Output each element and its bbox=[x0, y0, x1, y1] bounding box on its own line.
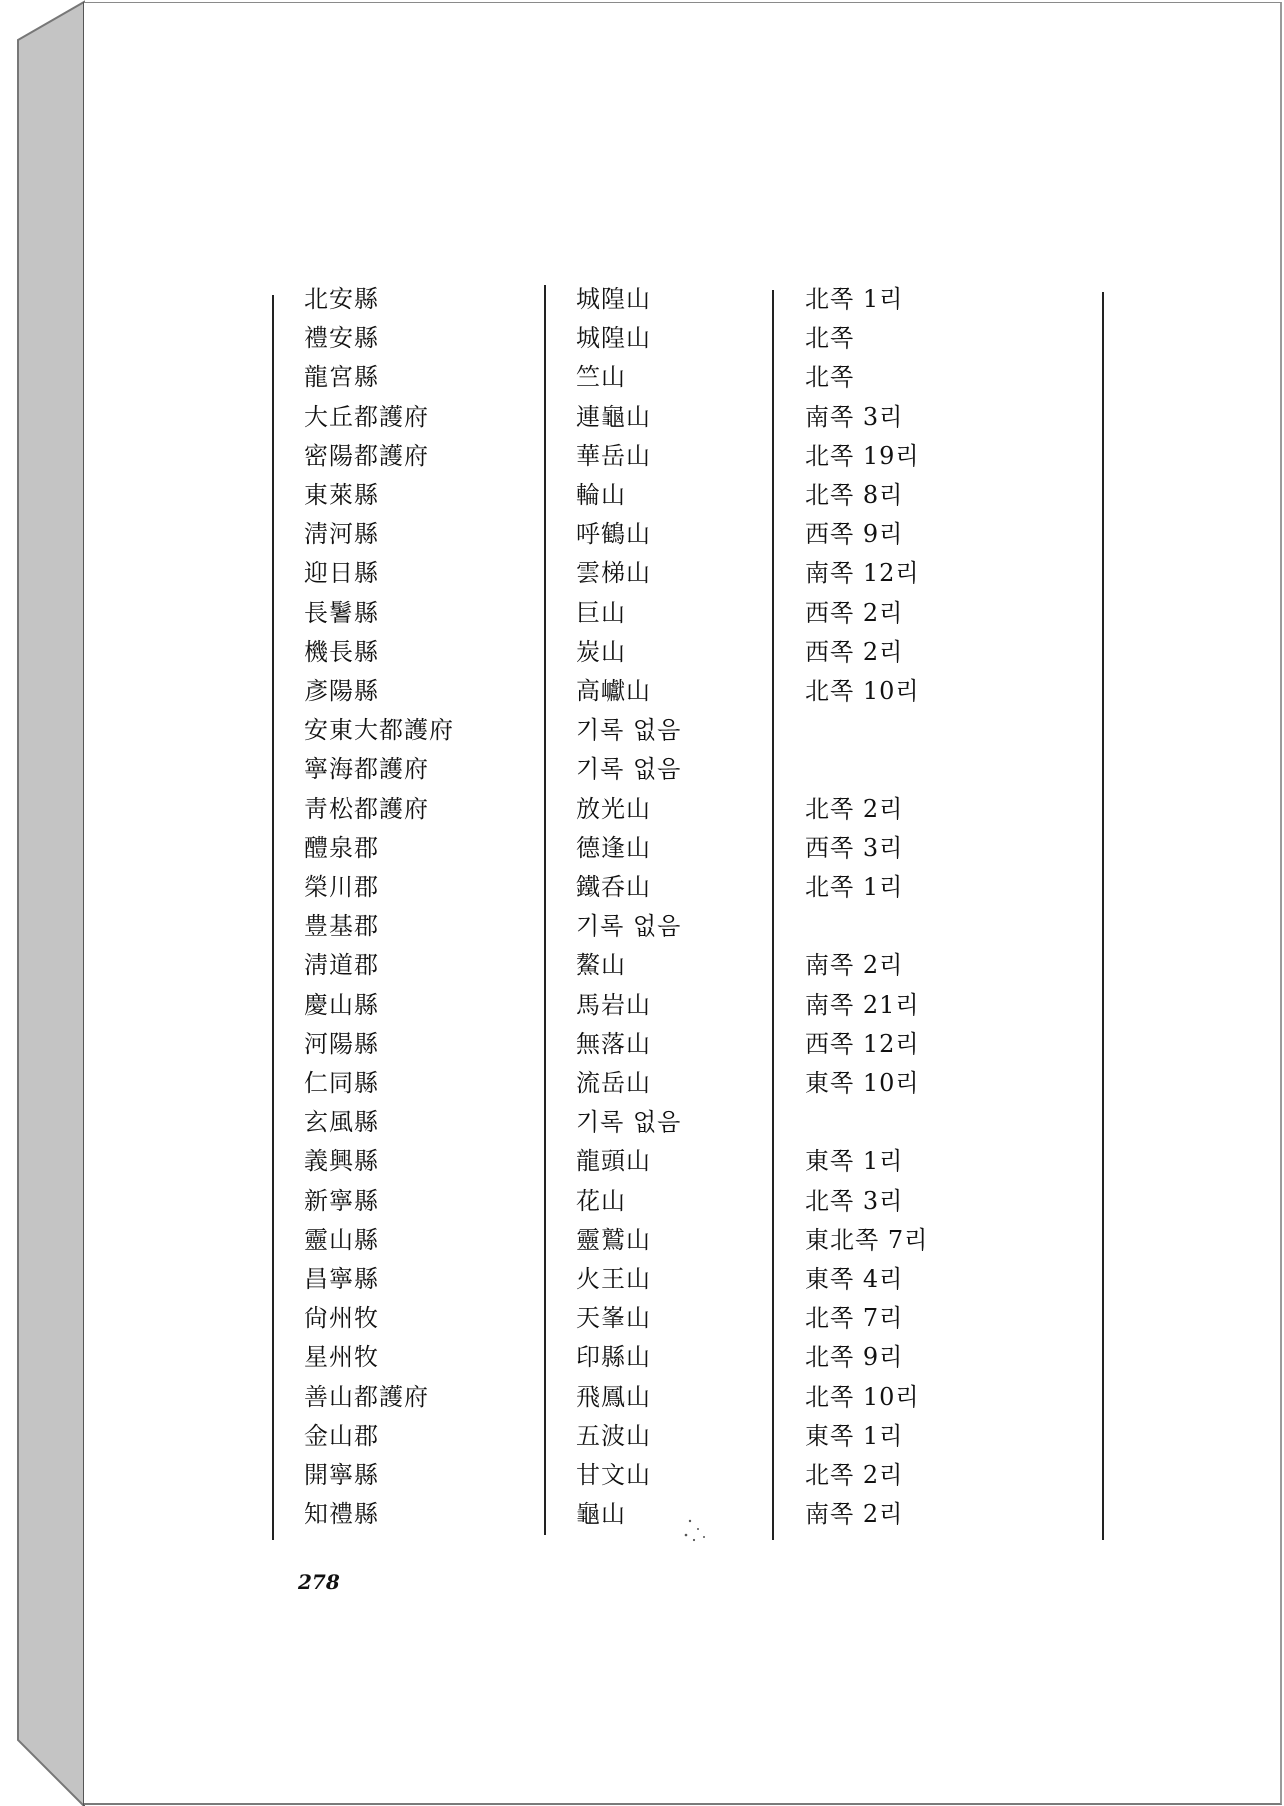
direction-cell: 北쪽 2리 bbox=[805, 1461, 904, 1489]
direction-cell: 西쪽 9리 bbox=[805, 520, 904, 549]
direction-cell: 南쪽 3리 bbox=[805, 402, 904, 431]
mountain-cell: 龜山 bbox=[576, 1500, 626, 1529]
district-cell: 長鬐縣 bbox=[304, 598, 379, 627]
table-row bbox=[270, 515, 1110, 554]
table-row bbox=[270, 633, 1110, 672]
table-row bbox=[270, 1221, 1110, 1260]
mountain-cell: 花山 bbox=[576, 1186, 626, 1215]
district-cell: 東萊縣 bbox=[304, 481, 379, 509]
direction-cell: 北쪽 1리 bbox=[805, 285, 904, 313]
table-row bbox=[270, 1260, 1110, 1299]
direction-cell: 東쪽 10리 bbox=[805, 1069, 920, 1097]
mountain-cell: 放光山 bbox=[576, 794, 651, 823]
mountain-cell: 流岳山 bbox=[576, 1069, 651, 1097]
mountain-cell: 城隍山 bbox=[576, 324, 651, 353]
direction-cell: 東쪽 1리 bbox=[805, 1421, 904, 1450]
district-cell: 星州牧 bbox=[304, 1343, 379, 1372]
mountain-cell: 甘文山 bbox=[576, 1461, 651, 1489]
mountain-cell: 印縣山 bbox=[576, 1343, 651, 1372]
direction-cell: 北쪽 9리 bbox=[805, 1343, 904, 1372]
direction-cell: 東쪽 4리 bbox=[805, 1265, 904, 1293]
district-cell: 豊基郡 bbox=[304, 912, 379, 941]
table-row bbox=[270, 750, 1110, 789]
direction-cell: 西쪽 2리 bbox=[805, 598, 904, 627]
district-cell: 開寧縣 bbox=[304, 1461, 379, 1489]
mountain-cell: 城隍山 bbox=[576, 285, 651, 313]
mountain-cell: 기록 없음 bbox=[576, 716, 682, 745]
direction-cell: 北쪽 bbox=[805, 324, 855, 353]
direction-cell: 南쪽 2리 bbox=[805, 951, 904, 980]
table-row bbox=[270, 280, 1110, 319]
mountain-cell: 飛鳳山 bbox=[576, 1382, 651, 1411]
table-row bbox=[270, 476, 1110, 515]
mountain-cell: 巨山 bbox=[576, 598, 626, 627]
direction-cell: 南쪽 2리 bbox=[805, 1500, 904, 1529]
table-row bbox=[270, 672, 1110, 711]
table-row bbox=[270, 711, 1110, 750]
table-row bbox=[270, 829, 1110, 868]
table-row bbox=[270, 1417, 1110, 1456]
district-cell: 寧海都護府 bbox=[304, 755, 429, 784]
table-row bbox=[270, 319, 1110, 358]
district-cell: 金山郡 bbox=[304, 1421, 379, 1450]
direction-cell: 北쪽 19리 bbox=[805, 441, 920, 470]
table-row bbox=[270, 946, 1110, 985]
mountain-cell: 龍頭山 bbox=[576, 1147, 651, 1176]
direction-cell: 東쪽 1리 bbox=[805, 1147, 904, 1176]
direction-cell: 南쪽 21리 bbox=[805, 990, 920, 1019]
table-row bbox=[270, 1103, 1110, 1142]
district-cell: 河陽縣 bbox=[304, 1029, 379, 1058]
direction-cell: 西쪽 3리 bbox=[805, 833, 904, 862]
mountain-cell: 火王山 bbox=[576, 1265, 651, 1293]
mountain-cell: 華岳山 bbox=[576, 441, 651, 470]
district-cell: 淸道郡 bbox=[304, 951, 379, 980]
record-table bbox=[270, 280, 1110, 1540]
table-row bbox=[270, 437, 1110, 476]
mountain-cell: 靈鷲山 bbox=[576, 1225, 651, 1254]
district-cell: 密陽都護府 bbox=[304, 441, 429, 470]
mountain-cell: 竺山 bbox=[576, 363, 626, 392]
district-cell: 尙州牧 bbox=[304, 1304, 379, 1333]
page-number: 278 bbox=[298, 1570, 340, 1594]
district-cell: 慶山縣 bbox=[304, 990, 379, 1019]
mountain-cell: 連龜山 bbox=[576, 402, 651, 431]
direction-cell: 南쪽 12리 bbox=[805, 559, 920, 588]
direction-cell: 北쪽 8리 bbox=[805, 481, 904, 509]
district-cell: 大丘都護府 bbox=[304, 402, 429, 431]
direction-cell: 東北쪽 7리 bbox=[805, 1225, 929, 1254]
direction-cell: 北쪽 1리 bbox=[805, 873, 904, 901]
district-cell: 迎日縣 bbox=[304, 559, 379, 588]
table-row bbox=[270, 398, 1110, 437]
table-row bbox=[270, 1182, 1110, 1221]
district-cell: 仁同縣 bbox=[304, 1069, 379, 1097]
district-cell: 淸河縣 bbox=[304, 520, 379, 549]
district-cell: 安東大都護府 bbox=[304, 716, 454, 745]
mountain-cell: 炭山 bbox=[576, 637, 626, 666]
mountain-cell: 雲梯山 bbox=[576, 559, 651, 588]
mountain-cell: 呼鶴山 bbox=[576, 520, 651, 549]
table-row bbox=[270, 1142, 1110, 1181]
direction-cell: 北쪽 2리 bbox=[805, 794, 904, 823]
district-cell: 新寧縣 bbox=[304, 1186, 379, 1215]
district-cell: 義興縣 bbox=[304, 1147, 379, 1176]
table-row bbox=[270, 554, 1110, 593]
mountain-cell: 기록 없음 bbox=[576, 755, 682, 784]
table-row bbox=[270, 358, 1110, 397]
mountain-cell: 기록 없음 bbox=[576, 912, 682, 941]
direction-cell: 北쪽 bbox=[805, 363, 855, 392]
district-cell: 醴泉郡 bbox=[304, 833, 379, 862]
direction-cell: 北쪽 3리 bbox=[805, 1186, 904, 1215]
table-row bbox=[270, 868, 1110, 907]
mountain-cell: 高巘山 bbox=[576, 677, 651, 705]
table-row bbox=[270, 1299, 1110, 1338]
mountain-cell: 五波山 bbox=[576, 1421, 651, 1450]
table-row bbox=[270, 907, 1110, 946]
print-specks bbox=[680, 1515, 720, 1545]
district-cell: 榮川郡 bbox=[304, 873, 379, 901]
mountain-cell: 輪山 bbox=[576, 481, 626, 509]
mountain-cell: 無落山 bbox=[576, 1029, 651, 1058]
direction-cell: 北쪽 10리 bbox=[805, 1382, 920, 1411]
direction-cell: 北쪽 10리 bbox=[805, 677, 920, 705]
table-row bbox=[270, 1025, 1110, 1064]
district-cell: 靑松都護府 bbox=[304, 794, 429, 823]
district-cell: 知禮縣 bbox=[304, 1500, 379, 1529]
district-cell: 龍宮縣 bbox=[304, 363, 379, 392]
direction-cell: 北쪽 7리 bbox=[805, 1304, 904, 1333]
mountain-cell: 德逢山 bbox=[576, 833, 651, 862]
table-row bbox=[270, 790, 1110, 829]
mountain-cell: 天峯山 bbox=[576, 1304, 651, 1333]
direction-cell: 西쪽 12리 bbox=[805, 1029, 920, 1058]
table-row bbox=[270, 1378, 1110, 1417]
mountain-cell: 기록 없음 bbox=[576, 1108, 682, 1137]
district-cell: 機長縣 bbox=[304, 637, 379, 666]
district-cell: 昌寧縣 bbox=[304, 1265, 379, 1293]
mountain-cell: 鰲山 bbox=[576, 951, 626, 980]
district-cell: 禮安縣 bbox=[304, 324, 379, 353]
district-cell: 彥陽縣 bbox=[304, 677, 379, 705]
table-row bbox=[270, 594, 1110, 633]
mountain-cell: 鐵呑山 bbox=[576, 873, 651, 901]
table-row bbox=[270, 1064, 1110, 1103]
district-cell: 善山都護府 bbox=[304, 1382, 429, 1411]
district-cell: 靈山縣 bbox=[304, 1225, 379, 1254]
direction-cell: 西쪽 2리 bbox=[805, 637, 904, 666]
mountain-cell: 馬岩山 bbox=[576, 990, 651, 1019]
district-cell: 玄風縣 bbox=[304, 1108, 379, 1137]
district-cell: 北安縣 bbox=[304, 285, 379, 313]
table-row bbox=[270, 1456, 1110, 1495]
table-row bbox=[270, 986, 1110, 1025]
table-row bbox=[270, 1338, 1110, 1377]
